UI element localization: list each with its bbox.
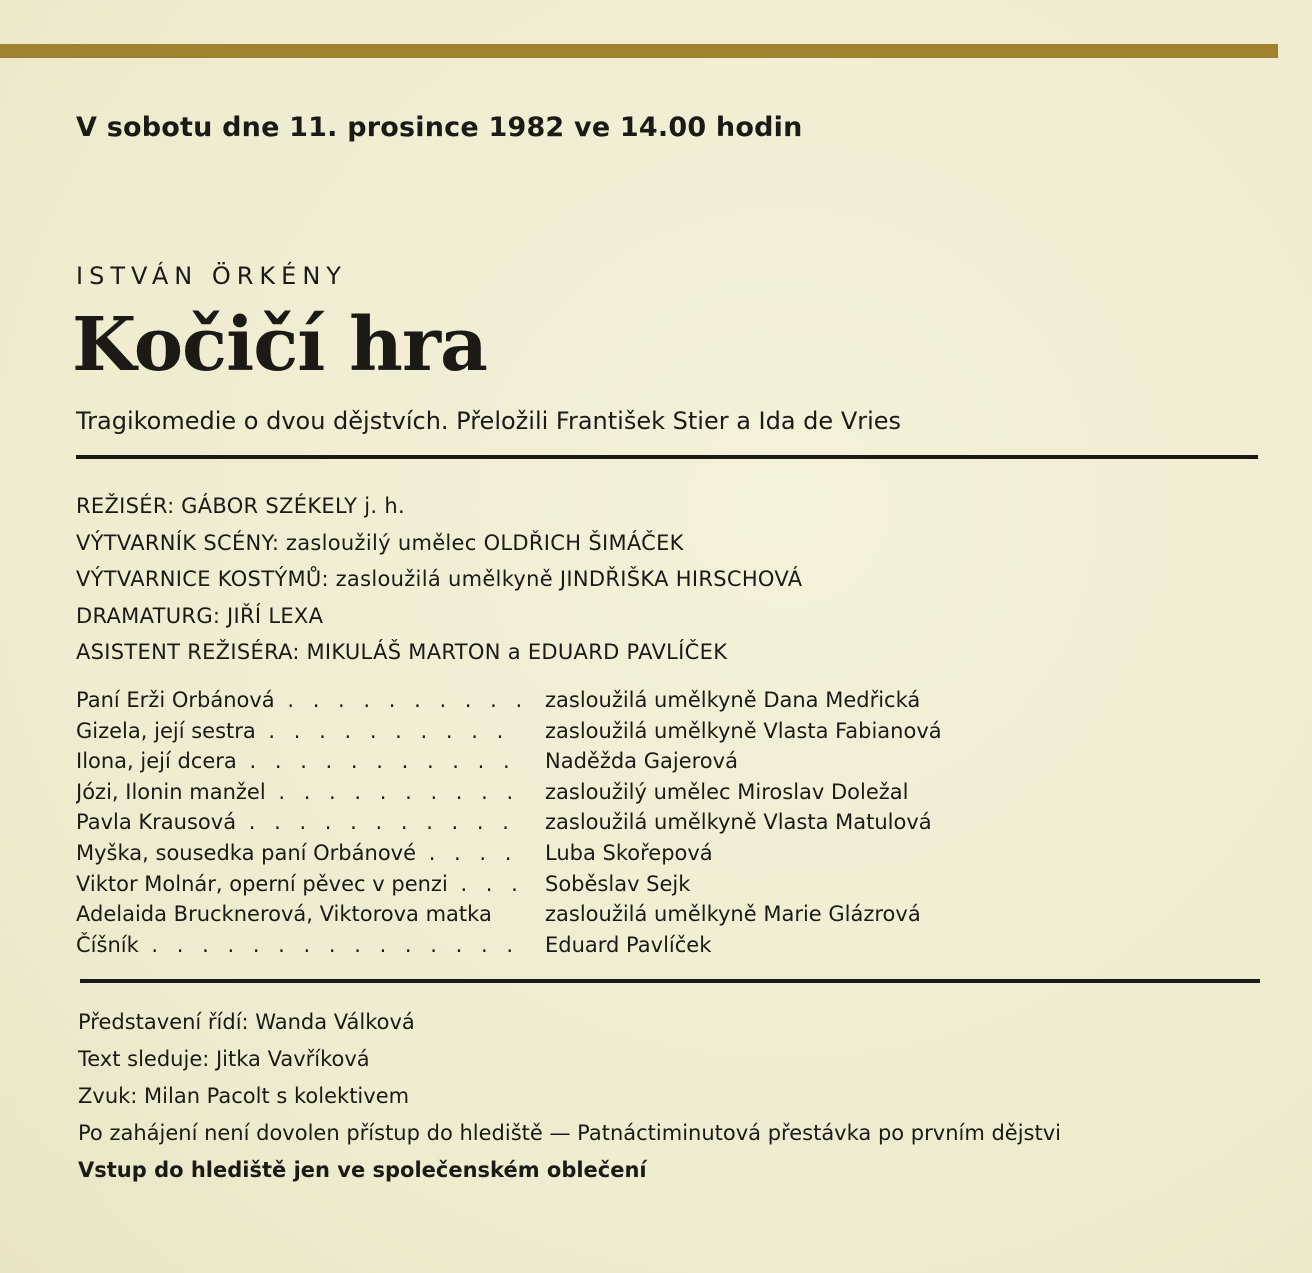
cast-actor: zasloužilá umělkyně Dana Medřická [545,688,921,712]
cast-actor: Eduard Pavlíček [545,932,712,957]
crew-role: VÝTVARNICE KOSTÝMŮ: [76,567,329,591]
cast-item [76,838,1226,869]
cast-item [76,746,1226,777]
crew-item [76,634,1226,671]
audience-notice: Po zahájení není dovolen přístup do hlediště — Patnáctiminutová přestávka po prvním dějstvi [78,1121,1061,1145]
crew-list [76,488,1226,671]
prompter-line: Text sleduje: Jitka Vavříková [78,1047,370,1071]
play-subtitle: Tragikomedie o dvou dějstvích. Přeložili František Stier a Ida de Vries [76,407,902,435]
cast-actor: zasloužilá umělkyně Marie Glázrová [545,902,921,927]
crew-name: zasloužilý umělec OLDŘICH ŠIMÁČEK [285,530,684,555]
crew-name: MIKULÁŠ MARTON a EDUARD PAVLÍČEK [306,640,728,664]
cast-actor: zasloužilá umělkyně Vlasta Fabianová [545,718,942,743]
dress-code-notice: Vstup do hlediště jen ve společenském oblečení [78,1158,647,1182]
crew-role: DRAMATURG: [76,603,221,628]
cast-item [76,777,1226,808]
crew-name: zasloužilá umělkyně JINDŘIŠKA HIRSCHOVÁ [335,567,803,591]
crew-name: JIŘÍ LEXA [226,603,324,628]
divider-rule [76,455,1258,459]
cast-character: Adelaida Brucknerová, Viktorova matka [76,902,492,927]
stage-manager-line: Představení řídí: Wanda Válková [78,1010,415,1034]
cast-actor: Luba Skořepová [545,840,713,865]
production-notes [78,1004,1278,1189]
top-accent-bar [0,44,1278,58]
performance-date: V sobotu dne 11. prosince 1982 ve 14.00 hodin [76,112,803,143]
crew-role: ASISTENT REŽISÉRA: [76,640,300,664]
cast-item [76,869,1226,900]
crew-role: REŽISÉR: [76,494,175,518]
cast-character: Józi, Ilonin manžel . . . [76,777,521,807]
cast-actor: Soběslav Sejk [545,871,691,896]
cast-actor: Naděžda Gajerová [545,749,738,774]
cast-character: Gizela, její sestra . . . [76,716,521,746]
cast-character: Pavla Krausová . . . [76,807,521,837]
author-name: ISTVÁN ÖRKÉNY [76,262,347,290]
divider-rule [80,979,1260,983]
cast-list [76,685,1226,960]
sound-line: Zvuk: Milan Pacolt s kolektivem [78,1084,410,1108]
cast-item [76,899,1226,930]
cast-actor: zasloužilý umělec Miroslav Doležal [545,779,909,804]
crew-item [76,525,1226,562]
cast-actor: zasloužilá umělkyně Vlasta Matulová [545,810,932,835]
crew-item [76,598,1226,635]
cast-item [76,716,1226,747]
cast-character: Viktor Molnár, operní pěvec v penzi . . . [76,869,521,899]
crew-item [76,561,1226,598]
crew-name: GÁBOR SZÉKELY j. h. [181,494,405,518]
play-title: Kočičí hra [72,302,487,388]
cast-character: Paní Erži Orbánová . . . [76,685,521,715]
crew-item [76,488,1226,525]
cast-item [76,685,1226,716]
cast-character: Číšník . . . [76,930,521,960]
cast-item [76,807,1226,838]
crew-role: VÝTVARNÍK SCÉNY: [76,530,280,555]
cast-character: Ilona, její dcera . . . [76,746,521,776]
cast-character: Myška, sousedka paní Orbánové . . . [76,838,521,868]
cast-item [76,930,1226,961]
